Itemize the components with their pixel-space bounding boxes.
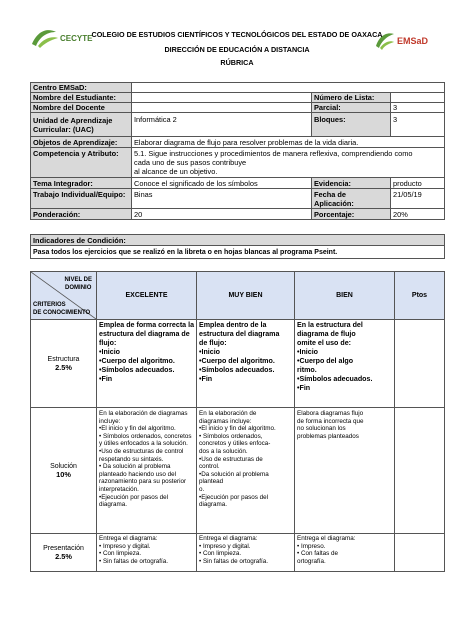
institution-name: COLEGIO DE ESTUDIOS CIENTÍFICOS Y TECNOLÓGICOS DEL ESTADO DE OAXACA (91, 30, 383, 39)
descriptor-line: •Ejecución por pasos del (99, 493, 169, 501)
corner-bottom-line: CRITERIOS (33, 302, 66, 308)
fecha-label (312, 189, 391, 209)
criterion-cell (31, 534, 97, 572)
uac-value: Informática 2 (132, 113, 312, 137)
objetos-label: Objetos de Aprendizaje: (31, 137, 132, 148)
corner-top-label (64, 276, 92, 292)
corner-top-line: NIVEL DE (64, 277, 92, 283)
descriptor-line: •Cuerpo del algo (297, 357, 354, 365)
descriptor-line: Entrega el diagrama: (199, 535, 258, 542)
docente-label: Nombre del Docente (31, 103, 132, 113)
descriptor-line: respetando su sintaxis. (99, 455, 164, 463)
descriptor-line: diagrama. (99, 501, 128, 509)
descriptor-line: • Impreso. (297, 542, 326, 550)
descriptor-line: • Con limpieza. (199, 550, 242, 558)
numero-lista-value[interactable] (391, 93, 445, 103)
descriptor-line: •Símbolos adecuados. (99, 366, 175, 374)
descriptor-line: ortografía. (297, 557, 326, 565)
descriptor-line: de flujo: (199, 339, 227, 347)
parcial-value: 3 (391, 103, 445, 113)
descriptor-line: problemas planteados (297, 432, 359, 440)
descriptor-line: •El inicio y fin del algoritmo. (99, 425, 176, 433)
centro-label: Centro EMSaD: (31, 83, 132, 93)
rubric-row-solucion (31, 408, 445, 534)
descriptor-line: En la elaboración de diagramas (99, 410, 188, 417)
descriptor-line: • Símbolos ordenados, (199, 432, 263, 440)
descriptor-line: En la elaboración de (199, 410, 257, 417)
bien-cell (295, 320, 395, 408)
evidencia-value: producto (391, 178, 445, 189)
fecha-label-line: Aplicación: (314, 198, 354, 208)
descriptor-line: •Fin (297, 384, 311, 392)
rubric-corner-cell (31, 272, 97, 320)
descriptor-line: Elabora diagramas flujo (297, 410, 364, 417)
descriptor-line: •Símbolos adecuados. (199, 366, 275, 374)
descriptor-line: •Símbolos adecuados. (297, 375, 373, 383)
bloques-value: 3 (391, 113, 445, 137)
estudiante-label: Nombre del Estudiante: (31, 93, 132, 103)
descriptor-line: • Da solución al problema (99, 463, 171, 471)
descriptor-line: •Inicio (199, 348, 221, 356)
indicadores-table (30, 234, 445, 259)
descriptor-line: diagramas incluye: (199, 417, 252, 425)
bloques-label: Bloques: (312, 113, 391, 137)
corner-bottom-line: DE CONOCIMIENTO (33, 310, 91, 316)
descriptor-line: •Cuerpo del algoritmo. (99, 357, 175, 365)
level-header-ptos: Ptos (395, 272, 445, 320)
docente-value[interactable] (132, 103, 312, 113)
competencia-line: 5.1. Sigue instrucciones y procedimientos de manera reflexiva, comprendiendo como (134, 149, 413, 158)
fecha-value: 21/05/19 (391, 189, 445, 209)
descriptor-line: • Impreso y digital. (199, 542, 251, 550)
evidencia-label: Evidencia: (312, 178, 391, 189)
department-name: DIRECCIÓN DE EDUCACIÓN A DISTANCIA (164, 45, 310, 54)
descriptor-line: omite el uso de: (297, 339, 351, 347)
criterion-name: Estructura (47, 355, 80, 363)
level-header-bien: BIEN (295, 272, 395, 320)
objetos-value: Elaborar diagrama de flujo para resolver problemas de la vida diaria. (132, 137, 445, 148)
ptos-cell[interactable] (395, 408, 445, 534)
uac-label-line: Curricular: (UAC) (33, 124, 94, 134)
descriptor-line: •Fin (199, 375, 213, 383)
descriptor-line: •Uso de estructuras de control (99, 447, 184, 455)
descriptor-line: planteado haciendo uso del (99, 470, 177, 478)
rubric-row-presentacion (31, 534, 445, 572)
emsad-logo-text: EMSaD (397, 36, 429, 46)
numero-lista-label: Número de Lista: (312, 93, 391, 103)
descriptor-line: plantead (199, 478, 224, 486)
ponderacion-label: Ponderación: (31, 209, 132, 220)
descriptor-line: razonamiento para su posterior (99, 478, 187, 486)
descriptor-line: dos a la solución. (199, 447, 248, 455)
descriptor-line: •Cuerpo del algoritmo. (199, 357, 275, 365)
descriptor-line: Entrega el diagrama: (297, 535, 356, 542)
uac-label-line: Unidad de Aprendizaje (33, 115, 113, 125)
descriptor-line: •El inicio y fin del algoritmo. (199, 425, 276, 433)
descriptor-line: En la estructura del (297, 321, 363, 329)
ptos-cell[interactable] (395, 320, 445, 408)
descriptor-line: • Sin faltas de ortografía. (199, 557, 269, 565)
competencia-line: cada uno de sus pasos contribuye (134, 158, 247, 167)
muy-bien-cell (197, 534, 295, 572)
trabajo-label: Trabajo Individual/Equipo: (31, 189, 132, 209)
muy-bien-cell (197, 320, 295, 408)
level-header-muy-bien: MUY BIEN (197, 272, 295, 320)
descriptor-line: interpretación. (99, 485, 139, 493)
descriptor-line: estructura del diagrama (199, 330, 280, 338)
corner-bottom-label (33, 301, 90, 317)
tema-value: Conoce el significado de los símbolos (132, 178, 312, 189)
indicadores-label: Indicadores de Condición: (31, 235, 445, 246)
descriptor-line: •Inicio (99, 348, 121, 356)
indicadores-text: Pasa todos los ejercicios que se realizó en la libreta o en hojas blancas al programa Pseint. (31, 246, 445, 259)
descriptor-line: • Con limpieza. (99, 550, 142, 558)
descriptor-line: •Uso de estructuras de (199, 455, 263, 463)
criterion-percent: 2.5% (55, 362, 72, 372)
trabajo-value: Binas (132, 189, 312, 209)
document-header (0, 0, 474, 82)
criterion-name: Solución (50, 462, 77, 470)
descriptor-line: ritmo. (297, 366, 317, 374)
corner-top-line: DOMINIO (65, 285, 92, 291)
parcial-label: Parcial: (312, 103, 391, 113)
competencia-line: al alcance de un objetivo. (134, 167, 218, 176)
descriptor-line: Emplea de forma correcta la (99, 321, 195, 329)
uac-label (31, 113, 132, 137)
descriptor-line: y útiles enfocados a la solución. (99, 440, 188, 448)
descriptor-line: no solucionan los (297, 425, 346, 433)
excelente-cell (97, 320, 197, 408)
rubric-table (30, 271, 445, 572)
descriptor-line: Entrega el diagrama: (99, 535, 158, 542)
criterion-percent: 2.5% (55, 551, 72, 561)
criterion-name: Presentación (43, 544, 84, 552)
criterion-percent: 10% (56, 469, 71, 479)
info-table (30, 82, 445, 220)
descriptor-line: flujo: (99, 339, 117, 347)
descriptor-line: • Símbolos ordenados, concretos (99, 432, 192, 440)
estudiante-value[interactable] (132, 93, 312, 103)
descriptor-line: diagrama de flujo (297, 330, 356, 338)
bien-cell (295, 408, 395, 534)
descriptor-line: • Con faltas de (297, 550, 339, 558)
cecyte-logo-text: CECYTE (60, 34, 93, 43)
centro-value[interactable] (132, 83, 445, 93)
descriptor-line: • Sin faltas de ortografía. (99, 557, 169, 565)
porcentaje-label: Porcentaje: (312, 209, 391, 220)
ponderacion-value: 20 (132, 209, 312, 220)
descriptor-line: •Inicio (297, 348, 319, 356)
descriptor-line: control. (199, 463, 220, 471)
descriptor-line: • Impreso y digital. (99, 542, 151, 550)
tema-label: Tema Integrador: (31, 178, 132, 189)
descriptor-line: o. (199, 485, 205, 493)
descriptor-line: estructura del diagrama de (99, 330, 190, 338)
descriptor-line: •Ejecución por pasos del (199, 493, 269, 501)
criterion-cell (31, 408, 97, 534)
competencia-label: Competencia y Atributo: (31, 148, 132, 178)
competencia-value (132, 148, 445, 178)
muy-bien-cell (197, 408, 295, 534)
ptos-cell[interactable] (395, 534, 445, 572)
excelente-cell (97, 408, 197, 534)
document-title: RÚBRICA (220, 58, 254, 67)
descriptor-line: de forma incorrecta que (297, 417, 364, 425)
descriptor-line: Emplea dentro de la (199, 321, 267, 329)
criterion-cell (31, 320, 97, 408)
descriptor-line: incluye: (99, 417, 121, 425)
porcentaje-value: 20% (391, 209, 445, 220)
fecha-label-line: Fecha de (314, 189, 347, 199)
descriptor-line: •Da solución al problema (199, 470, 269, 478)
level-header-excelente: EXCELENTE (97, 272, 197, 320)
excelente-cell (97, 534, 197, 572)
descriptor-line: diagrama. (199, 501, 228, 509)
rubric-row-estructura (31, 320, 445, 408)
descriptor-line: •Fin (99, 375, 113, 383)
bien-cell (295, 534, 395, 572)
descriptor-line: concretos y útiles enfoca- (199, 440, 271, 448)
